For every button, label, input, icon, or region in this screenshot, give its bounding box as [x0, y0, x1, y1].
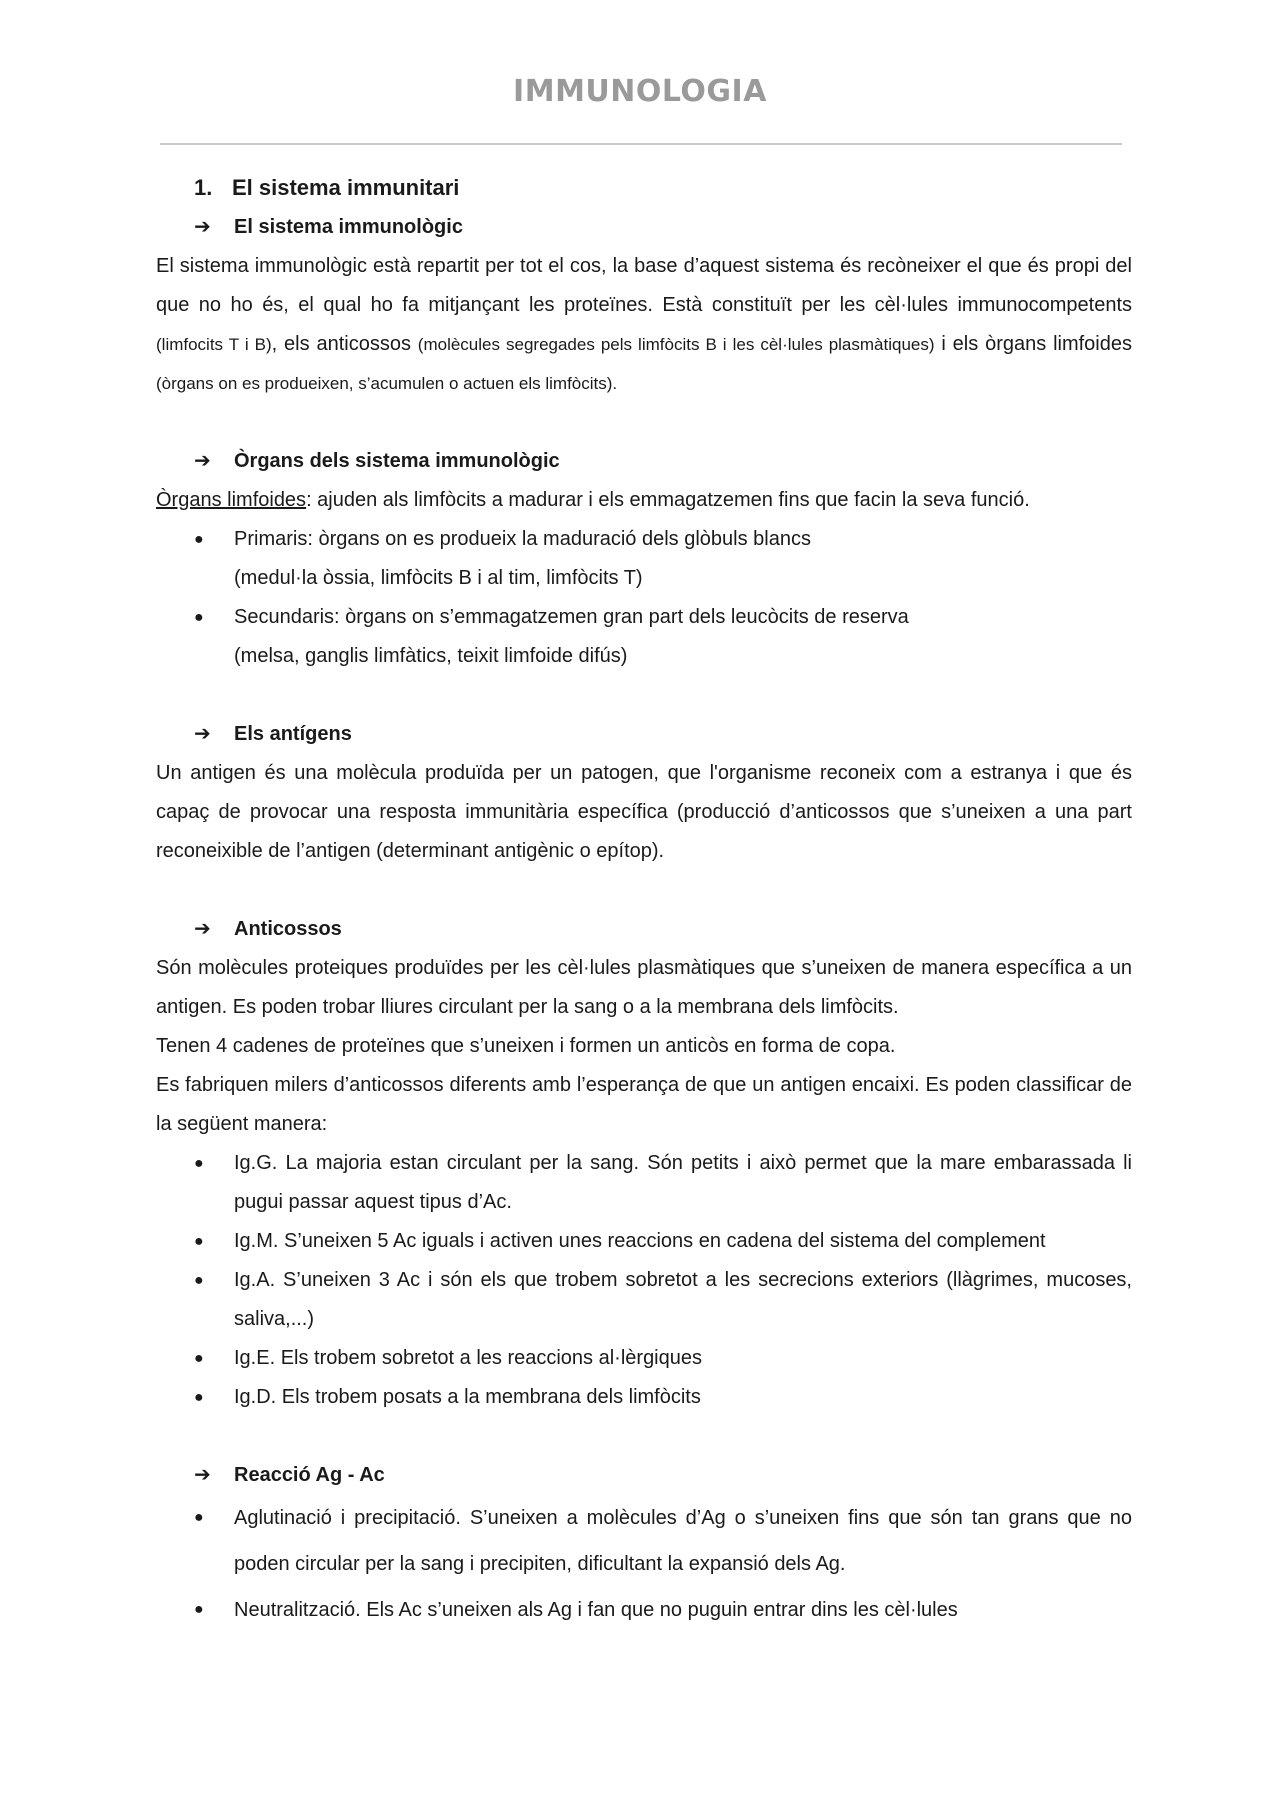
paragraph-antigens: Un antigen és una molècula produïda per un patogen, que l'organisme reconeix com a estranya i que és capaç de provocar una resposta immunitària específica (producció d’anticossos que s’uneixen a una part reconeixible de l’antigen (determinant antigènic o epítop). [156, 762, 1132, 862]
arrow-icon: ➔ [194, 450, 211, 472]
bullet-icon: ● [194, 531, 204, 548]
bullet-icon: ● [194, 1350, 204, 1367]
bullet-icon: ● [194, 1389, 204, 1406]
section-heading [194, 168, 1132, 208]
bullet-icon: ● [194, 1509, 204, 1526]
list-item: ● Ig.E. Els trobem sobretot a les reaccions al·lèrgiques [156, 1339, 1132, 1378]
subheading-antigens: ➔ Els antígens [194, 715, 1132, 754]
subheading-sistema-immunologic: ➔ El sistema immunològic [194, 208, 1132, 247]
paragraph-anticossos-1: Són molècules proteiques produïdes per les cèl·lules plasmàtiques que s’uneixen de manera específica a un antigen. Es poden trobar lliures circulant per la sang o a la membrana dels limfòcits. [156, 957, 1132, 1018]
section-title: El sistema immunitari [232, 175, 460, 200]
bullet-icon: ● [194, 1272, 204, 1289]
arrow-icon: ➔ [194, 1464, 211, 1486]
arrow-icon: ➔ [194, 723, 211, 745]
bullet-icon: ● [194, 609, 204, 626]
list-item: ● Ig.G. La majoria estan circulant per la sang. Són petits i això permet que la mare embarassada li pugui passar aquest tipus d’Ac. [156, 1144, 1132, 1222]
organs-list [156, 520, 1132, 676]
list-item: ● Ig.A. S’uneixen 3 Ac i són els que trobem sobretot a les secrecions exteriors (llàgrimes, mucoses, saliva,...) [156, 1261, 1132, 1339]
arrow-icon: ➔ [194, 918, 211, 940]
document-body [156, 168, 1132, 1633]
subheading-organs: ➔ Òrgans dels sistema immunològic [194, 442, 1132, 481]
header-divider [160, 143, 1122, 145]
section-number: 1. [194, 175, 213, 200]
subheading-reaccio: ➔ Reacció Ag - Ac [194, 1456, 1132, 1495]
list-item: ● Aglutinació i precipitació. S’uneixen a molècules d’Ag o s’uneixen fins que són tan grans que no poden circular per la sang i precipiten, dificultant la expansió dels Ag. [156, 1495, 1132, 1587]
bullet-icon: ● [194, 1155, 204, 1172]
list-item: ● Neutralització. Els Ac s’uneixen als Ag i fan que no puguin entrar dins les cèl·lules [156, 1587, 1132, 1633]
document-header-title: IMMUNOLOGIA [513, 74, 767, 109]
paragraph-organs-limfoides: Òrgans limfoides: ajuden als limfòcits a madurar i els emmagatzemen fins que facin la seva funció. [156, 489, 1030, 511]
subheading-anticossos: ➔ Anticossos [194, 910, 1132, 949]
paragraph-anticossos-3: Es fabriquen milers d’anticossos diferents amb l’esperança de que un antigen encaixi. Es poden classificar de la següent manera: [156, 1074, 1132, 1135]
list-item: ● Primaris: òrgans on es produeix la maduració dels glòbuls blancs (medul·la òssia, limfòcits B i al tim, limfòcits T) [156, 520, 1132, 598]
paragraph-anticossos-2: Tenen 4 cadenes de proteïnes que s’uneixen i formen un anticòs en forma de copa. [156, 1035, 896, 1057]
list-item: ● Ig.D. Els trobem posats a la membrana dels limfòcits [156, 1378, 1132, 1417]
arrow-icon: ➔ [194, 216, 211, 238]
reaccio-list [156, 1495, 1132, 1633]
bullet-icon: ● [194, 1601, 204, 1618]
bullet-icon: ● [194, 1233, 204, 1250]
list-item: ● Secundaris: òrgans on s’emmagatzemen gran part dels leucòcits de reserva (melsa, ganglis limfàtics, teixit limfoide difús) [156, 598, 1132, 676]
list-item: ● Ig.M. S’uneixen 5 Ac iguals i activen unes reaccions en cadena del sistema del complement [156, 1222, 1132, 1261]
immunoglobulin-list [156, 1144, 1132, 1417]
paragraph-sistema-immunologic: El sistema immunològic està repartit per tot el cos, la base d’aquest sistema és recòneixer el que és propi del que no ho és, el qual ho fa mitjançant les proteïnes. Està constituït per les cèl·lules immunocompetents (limfocits T i B), els anticossos (molècules segregades pels limfòcits B i les cèl·lules plasmàtiques) i els òrgans limfoides (òrgans on es produeixen, s’acumulen o actuen els limfòcits). [156, 255, 1132, 393]
